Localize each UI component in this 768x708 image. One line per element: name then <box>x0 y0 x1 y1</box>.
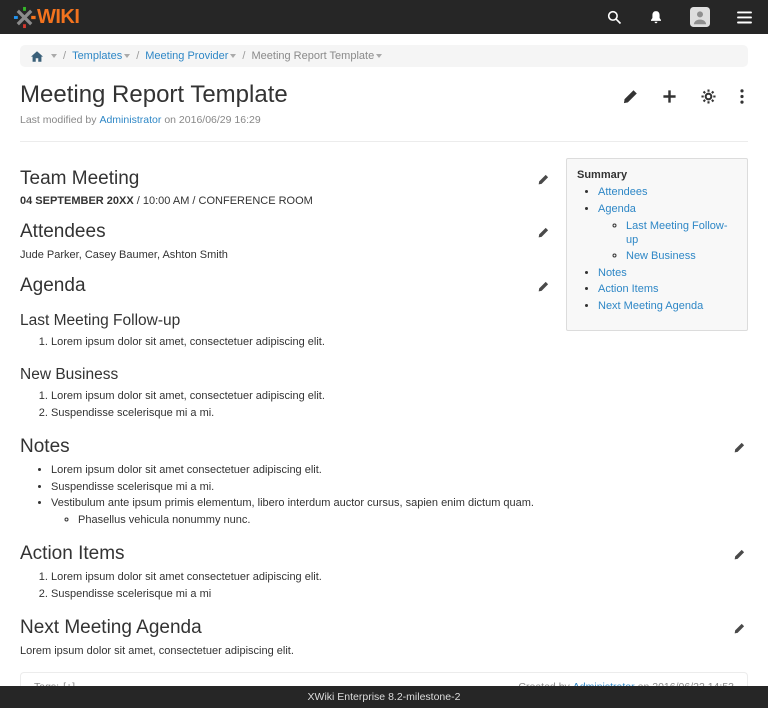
top-navigation-bar <box>0 0 768 34</box>
xwiki-logo-text: WIKI <box>37 6 80 28</box>
toc-link-last-meeting-follow-up[interactable]: Last Meeting Follow-up <box>626 219 728 246</box>
section-next-meeting-agenda <box>20 603 748 657</box>
list-item <box>598 282 737 296</box>
edit-pencil-icon[interactable] <box>623 89 638 104</box>
list-item <box>598 266 737 280</box>
page-header <box>20 82 748 108</box>
summary-title: Summary <box>577 169 628 182</box>
ordered-list <box>20 570 748 601</box>
toc-link-attendees[interactable]: Attendees <box>598 186 648 199</box>
modified-prefix: Last modified by <box>20 114 97 127</box>
list-item <box>626 249 737 263</box>
next-meeting-agenda-text: Lorem ipsum dolor sit amet, consectetuer adipiscing elit. <box>20 645 294 658</box>
list-item: 1. Lorem ipsum dolor sit amet, consectetuer adipiscing elit. <box>51 335 552 349</box>
summary-sublist <box>598 219 737 264</box>
page-action-buttons <box>623 89 748 104</box>
administer-gear-icon[interactable] <box>701 89 716 104</box>
unordered-list <box>20 463 748 527</box>
document-content <box>20 154 748 657</box>
section-agenda <box>20 261 552 297</box>
breadcrumb-item-templates[interactable]: Templates <box>72 50 123 62</box>
list-item: ◦ Phasellus vehicula nonummy nunc. <box>78 513 748 527</box>
section-new-business <box>20 351 748 422</box>
toc-link-agenda[interactable]: Agenda <box>598 202 636 215</box>
meeting-time-location: / 10:00 AM / CONFERENCE ROOM <box>133 195 313 208</box>
section-edit-pencil-icon[interactable] <box>734 623 748 634</box>
toc-link-next-meeting-agenda[interactable]: Next Meeting Agenda <box>598 299 704 312</box>
list-item <box>598 299 737 313</box>
attendees-names: Jude Parker, Casey Baumer, Ashton Smith <box>20 249 228 262</box>
modified-date: on 2016/06/29 16:29 <box>164 114 261 127</box>
section-edit-pencil-icon[interactable] <box>734 549 748 560</box>
section-team-meeting <box>20 154 552 207</box>
section-edit-pencil-icon[interactable] <box>538 174 552 185</box>
app-version-text: XWiki Enterprise 8.2-milestone-2 <box>307 691 461 703</box>
list-item: 1. Lorem ipsum dolor sit amet, consectetuer adipiscing elit. <box>51 389 748 403</box>
nested-list <box>51 513 748 527</box>
modified-user-link[interactable]: Administrator <box>99 114 162 127</box>
section-heading: Action Items <box>20 543 125 565</box>
drawer-menu-icon[interactable] <box>737 11 752 24</box>
section-edit-pencil-icon[interactable] <box>538 281 552 292</box>
section-heading: Next Meeting Agenda <box>20 617 202 639</box>
section-action-items <box>20 529 748 603</box>
search-icon[interactable] <box>607 10 622 25</box>
caret-down-icon[interactable] <box>124 54 130 58</box>
ordered-list <box>20 389 748 420</box>
list-item <box>626 219 737 247</box>
user-avatar[interactable] <box>690 7 710 27</box>
section-attendees <box>20 207 552 261</box>
notifications-bell-icon[interactable] <box>649 10 663 25</box>
subsection-heading: New Business <box>20 366 119 384</box>
subsection-heading: Last Meeting Follow-up <box>20 311 181 329</box>
section-heading: Notes <box>20 436 70 458</box>
meeting-meta-line <box>20 195 552 207</box>
breadcrumb-separator: / <box>136 50 140 62</box>
caret-down-icon[interactable] <box>230 54 236 58</box>
list-item <box>51 496 748 527</box>
create-plus-icon[interactable] <box>662 89 677 104</box>
summary-toc-panel <box>566 158 748 330</box>
section-heading: Agenda <box>20 275 86 297</box>
section-edit-pencil-icon[interactable] <box>538 227 552 238</box>
list-item <box>598 185 737 199</box>
xwiki-x-mark-icon <box>13 6 36 29</box>
xwiki-logo[interactable] <box>13 6 79 29</box>
section-notes <box>20 422 748 529</box>
caret-down-icon[interactable] <box>376 54 382 58</box>
page-title: Meeting Report Template <box>20 81 288 108</box>
toc-link-action-items[interactable]: Action Items <box>598 283 659 296</box>
list-item-text: Vestibulum ante ipsum primis elementum, libero interdum auctor cursus, sapien enim dictum quam. <box>51 497 534 510</box>
list-item: • Suspendisse scelerisque mi a mi. <box>51 480 748 494</box>
header-divider <box>20 141 748 142</box>
section-edit-pencil-icon[interactable] <box>734 442 748 453</box>
section-heading: Attendees <box>20 221 106 243</box>
caret-down-icon[interactable] <box>51 54 57 58</box>
more-actions-kebab-icon[interactable] <box>740 89 744 104</box>
meeting-date: 04 SEPTEMBER 20XX <box>20 195 134 208</box>
ordered-list <box>20 335 552 349</box>
toc-link-notes[interactable]: Notes <box>598 266 627 279</box>
list-item <box>598 202 737 263</box>
list-item: 2. Suspendisse scelerisque mi a mi <box>51 587 748 601</box>
breadcrumb-item-current: Meeting Report Template <box>251 50 375 62</box>
summary-list <box>577 185 737 313</box>
section-last-meeting-follow-up <box>20 297 552 351</box>
list-item: 1. Lorem ipsum dolor sit amet consectetuer adipiscing elit. <box>51 570 748 584</box>
topbar-icon-group <box>607 7 752 27</box>
breadcrumb-separator: / <box>63 50 67 62</box>
breadcrumb-item-meeting-provider[interactable]: Meeting Provider <box>145 50 229 62</box>
list-item: 2. Suspendisse scelerisque mi a mi. <box>51 406 748 420</box>
toc-link-new-business[interactable]: New Business <box>626 250 696 263</box>
breadcrumb-separator: / <box>242 50 246 62</box>
breadcrumb-home-icon[interactable] <box>31 51 43 62</box>
last-modified-line <box>20 114 748 126</box>
section-heading: Team Meeting <box>20 168 140 190</box>
list-item: • Lorem ipsum dolor sit amet consectetuer adipiscing elit. <box>51 463 748 477</box>
breadcrumb <box>20 45 748 67</box>
app-version-footer <box>0 686 768 708</box>
